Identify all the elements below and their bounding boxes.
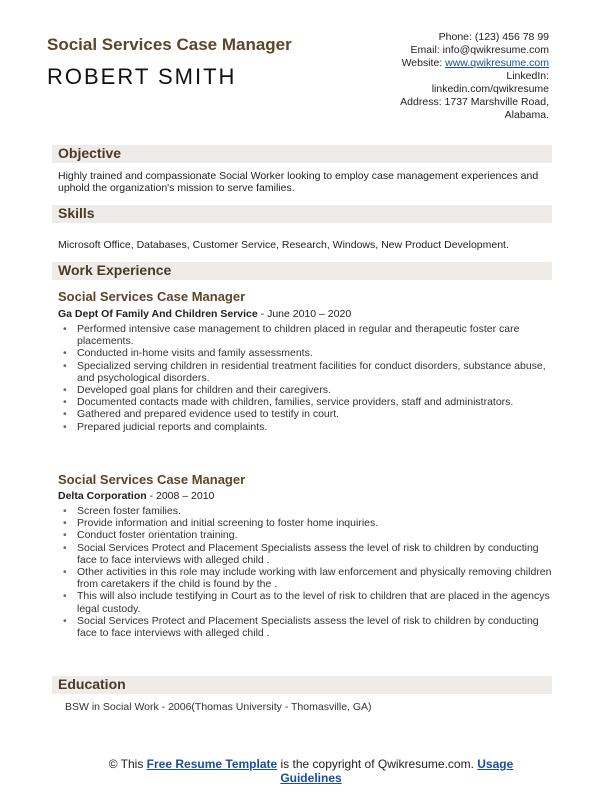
contact-block <box>289 31 549 122</box>
list-item: • This will also include testifying in Court as to the level of risk to children that are placed in the agencys legal custody. <box>62 590 552 614</box>
contact-email: Email: info@qwikresume.com <box>410 44 549 56</box>
usage-guidelines-link[interactable]: Usage Guidelines <box>280 757 514 785</box>
job-1-bullets <box>62 323 552 433</box>
list-item: • Specialized serving children in residential treatment facilities for conduct disorders, substance abuse, and psychological disorders. <box>62 360 552 384</box>
work-heading: Work Experience <box>58 262 172 278</box>
candidate-name: ROBERT SMITH <box>47 64 237 89</box>
list-item: • Screen foster families. <box>62 505 552 517</box>
contact-linkedin-label: LinkedIn: <box>506 70 549 82</box>
list-item: • Gathered and prepared evidence used to testify in court. <box>62 408 552 420</box>
list-item: • Provide information and initial screening to foster home inquiries. <box>62 517 552 529</box>
footer-middle: is the copyright of Qwikresume.com. <box>277 757 478 771</box>
objective-text: Highly trained and compassionate Social Worker looking to employ case management experiences and uphold the organization's mission to serve families. <box>58 170 539 194</box>
list-item: • Social Services Protect and Placement Specialists assess the level of risk to children by conducting face to face interviews with alleged child . <box>62 542 552 566</box>
list-item: • Conducted in-home visits and family assessments. <box>62 347 552 359</box>
contact-address-line2: Alabama. <box>504 109 549 121</box>
job-1-title: Social Services Case Manager <box>58 289 246 304</box>
list-item: • Social Services Protect and Placement Specialists assess the level of risk to children by conducting face to face interviews with alleged child . <box>62 615 552 639</box>
job-2-employer-line <box>58 490 214 502</box>
free-resume-template-link[interactable]: Free Resume Template <box>146 757 278 771</box>
contact-linkedin-value: linkedin.com/qwikresume <box>431 83 549 95</box>
website-label: Website: <box>401 57 446 69</box>
footer-copyright <box>86 757 536 785</box>
skills-heading: Skills <box>58 205 95 221</box>
list-item: • Performed intensive case management to children placed in regular and therapeutic foster care placements. <box>62 323 552 347</box>
job-2-dates: - 2008 – 2010 <box>146 490 215 502</box>
job-2-title: Social Services Case Manager <box>58 472 246 487</box>
job-2-bullets <box>62 505 552 639</box>
website-link[interactable]: www.qwikresume.com <box>445 57 549 69</box>
list-item: • Conduct foster orientation training. <box>62 529 552 541</box>
list-item: • Developed goal plans for children and their caregivers. <box>62 384 552 396</box>
objective-section-bar <box>52 145 552 163</box>
list-item: • Other activities in this role may include working with law enforcement and physically removing children from caretakers if the child is found by the . <box>62 566 552 590</box>
job-1-employer: Ga Dept Of Family And Children Service <box>58 308 258 320</box>
skills-text: Microsoft Office, Databases, Customer Service, Research, Windows, New Product Development. <box>58 239 509 251</box>
contact-phone: Phone: (123) 456 78 99 <box>438 31 549 43</box>
resume-job-title: Social Services Case Manager <box>47 35 292 54</box>
objective-heading: Objective <box>58 145 122 161</box>
contact-website <box>289 57 549 70</box>
job-1-dates: - June 2010 – 2020 <box>257 308 352 320</box>
footer-prefix: © This <box>108 757 147 771</box>
skills-section-bar <box>52 205 552 223</box>
job-1-employer-line <box>58 308 351 320</box>
education-text: BSW in Social Work - 2006(Thomas University - Thomasville, GA) <box>65 701 372 713</box>
contact-address-line1: Address: 1737 Marshville Road, <box>400 96 549 108</box>
job-2-employer: Delta Corporation <box>58 490 147 502</box>
education-section-bar <box>52 676 552 694</box>
list-item: • Documented contacts made with children, families, service providers, staff and administrators. <box>62 396 552 408</box>
education-heading: Education <box>58 676 126 692</box>
list-item: • Prepared judicial reports and complaints. <box>62 421 552 433</box>
